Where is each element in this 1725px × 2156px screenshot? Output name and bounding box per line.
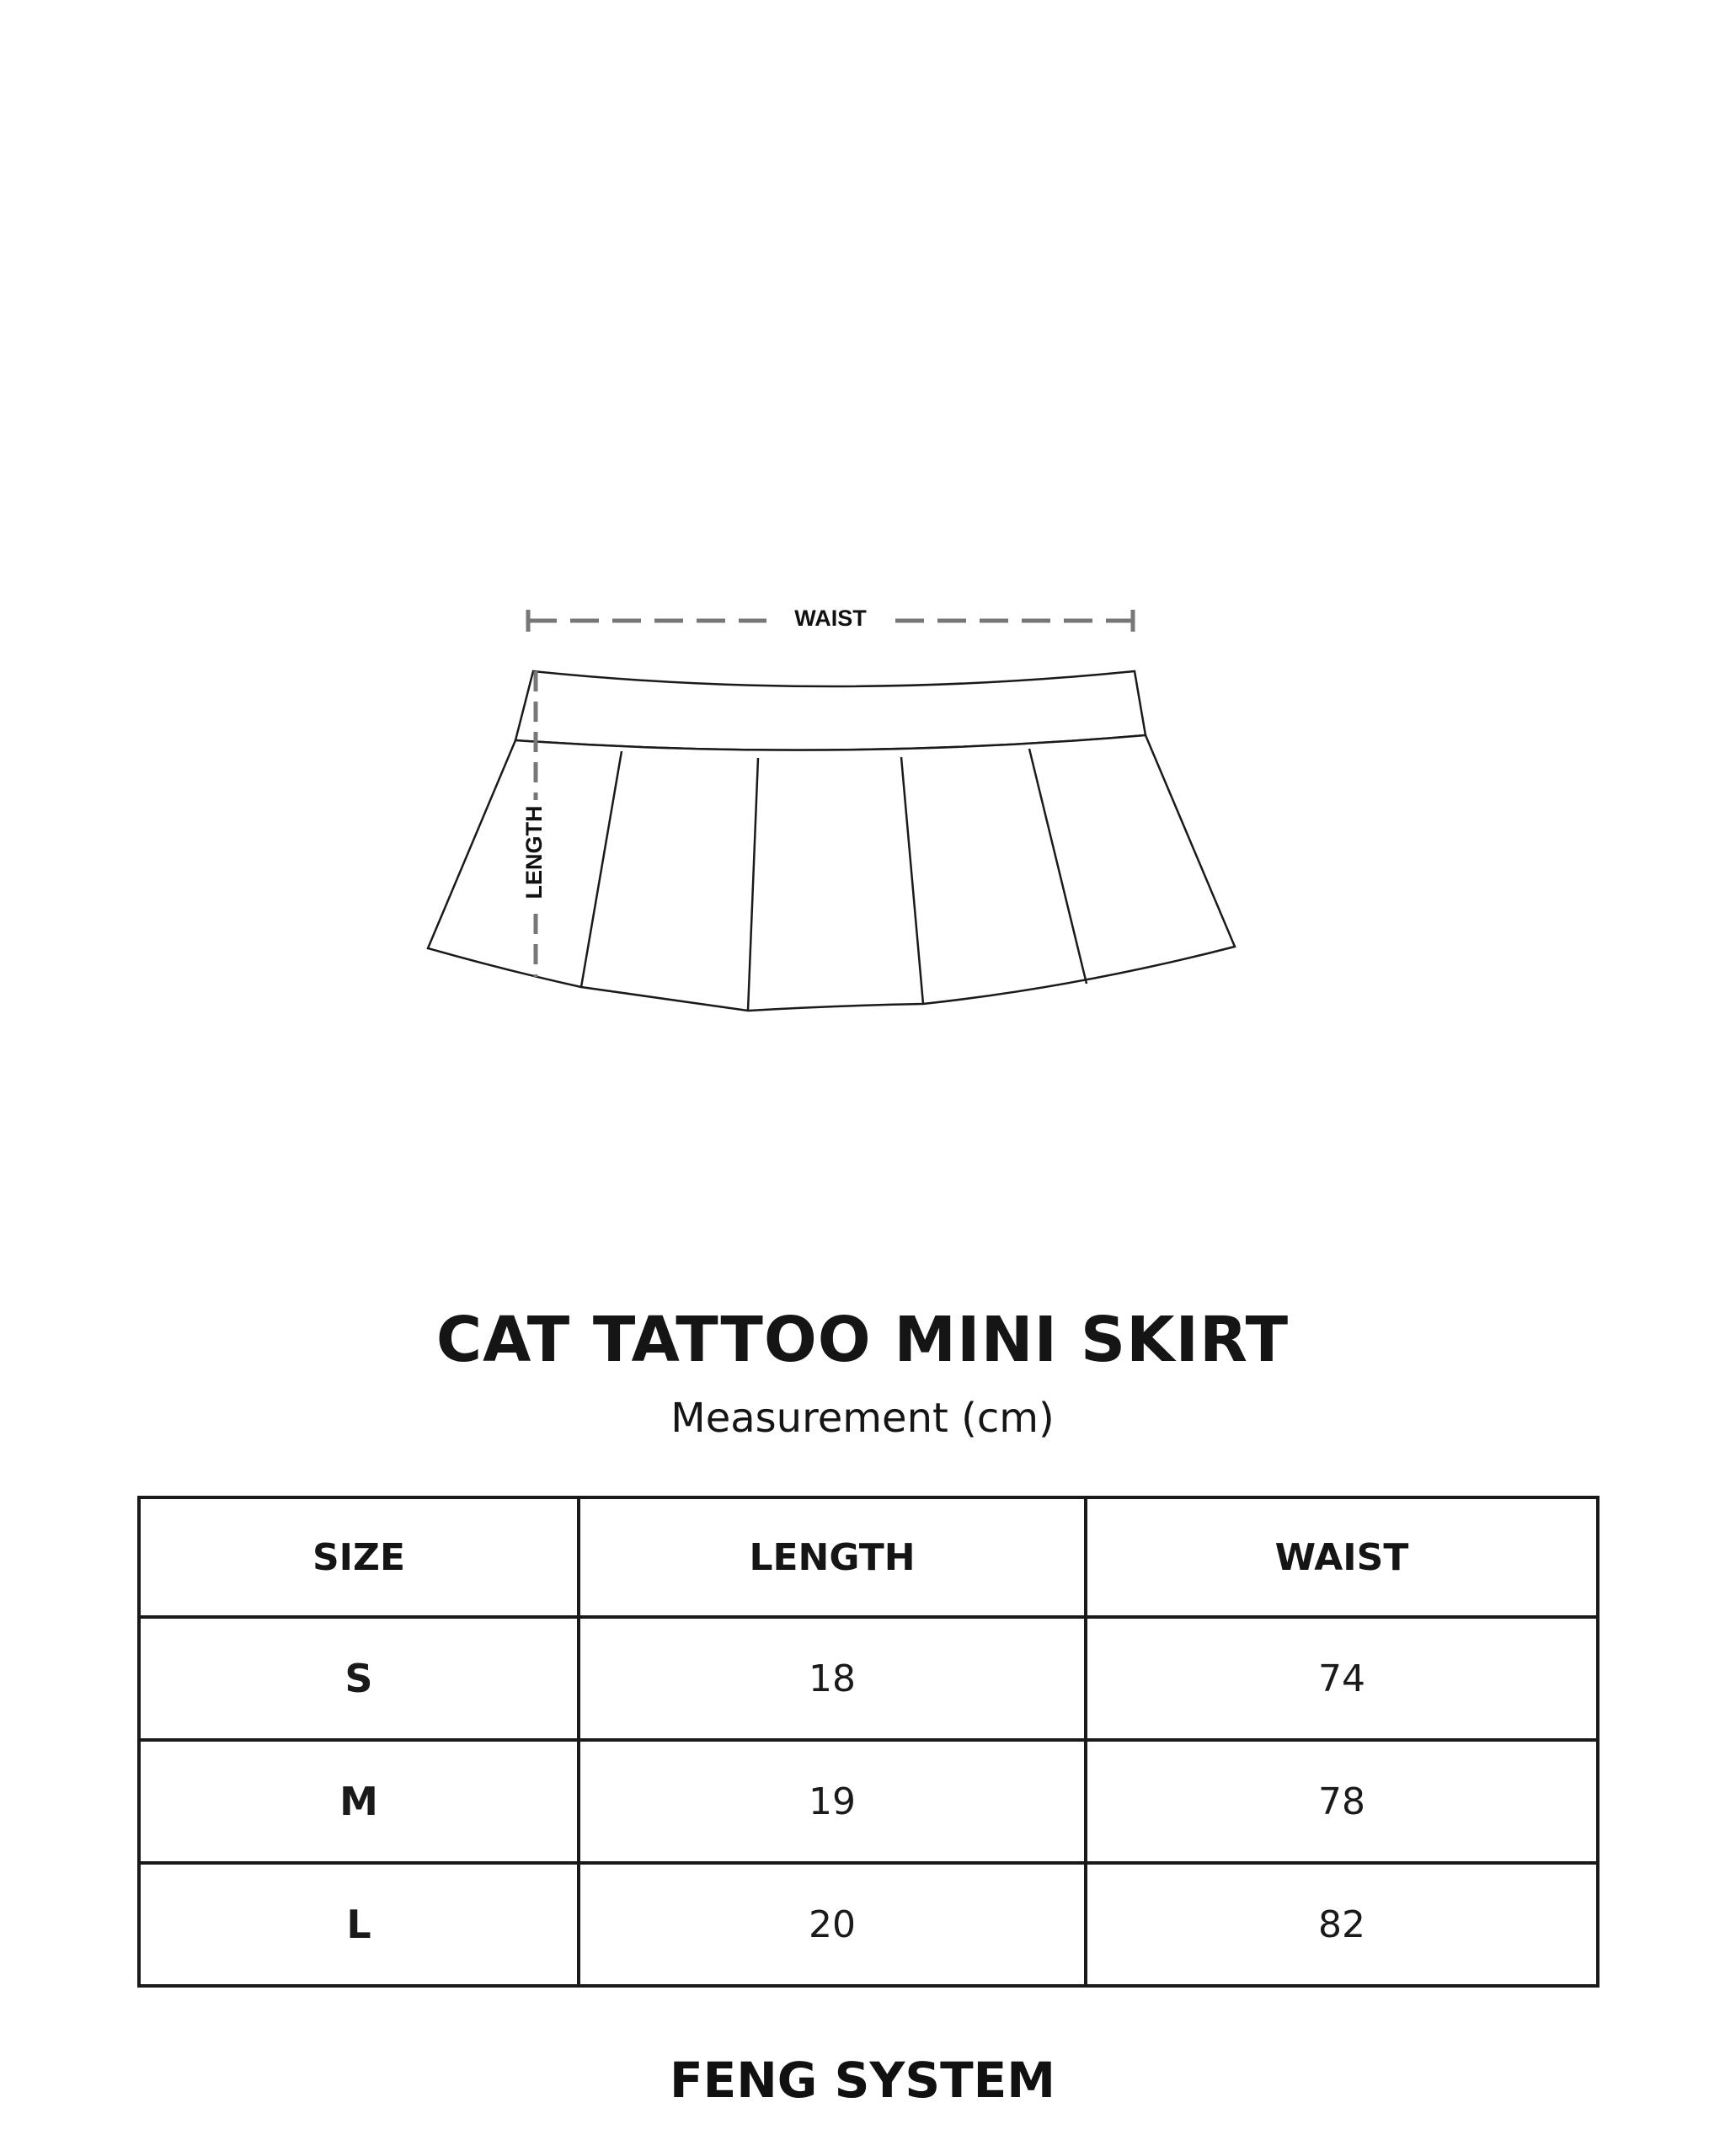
header-waist: WAIST xyxy=(1086,1497,1598,1617)
length-dimension-label: LENGTH xyxy=(521,805,547,899)
waistband-outline xyxy=(515,671,1146,750)
size-cell: S xyxy=(139,1617,579,1740)
size-cell: M xyxy=(139,1740,579,1863)
header-size: SIZE xyxy=(139,1497,579,1617)
size-chart-table xyxy=(137,1496,1599,1988)
size-cell: L xyxy=(139,1863,579,1986)
header-length: LENGTH xyxy=(579,1497,1086,1617)
table-header-row xyxy=(139,1497,1598,1617)
waist-cell: 74 xyxy=(1086,1617,1598,1740)
table-row xyxy=(139,1863,1598,1986)
measurement-subtitle: Measurement (cm) xyxy=(670,1395,1055,1442)
waist-dimension-label: WAIST xyxy=(794,606,867,631)
brand-name: FENG SYSTEM xyxy=(669,2052,1056,2109)
table-row xyxy=(139,1740,1598,1863)
waist-cell: 82 xyxy=(1086,1863,1598,1986)
product-title: CAT TATTOO MINI SKIRT xyxy=(435,1304,1290,1376)
length-cell: 19 xyxy=(579,1740,1086,1863)
length-cell: 18 xyxy=(579,1617,1086,1740)
waist-cell: 78 xyxy=(1086,1740,1598,1863)
length-cell: 20 xyxy=(579,1863,1086,1986)
table-row xyxy=(139,1617,1598,1740)
